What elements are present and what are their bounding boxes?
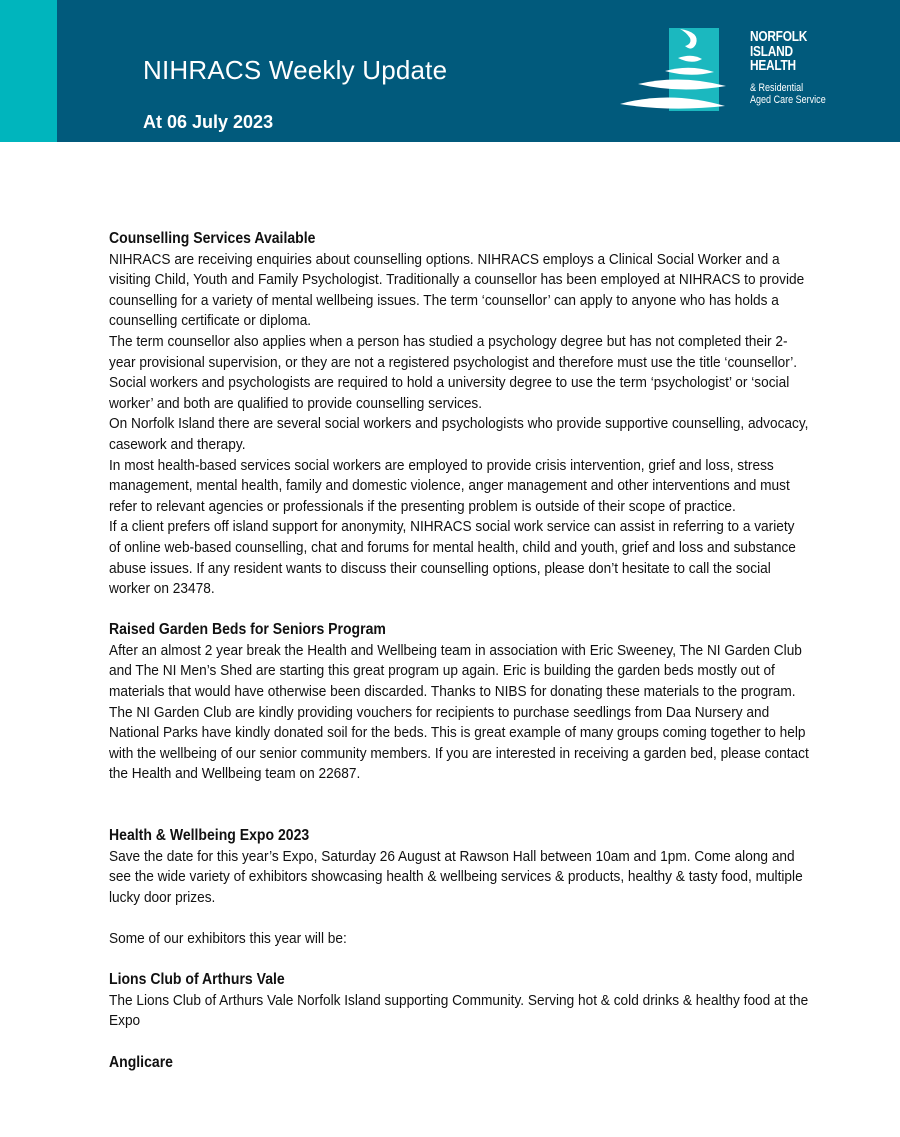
- section-heading: Health & Wellbeing Expo 2023: [109, 827, 310, 845]
- paragraph: Social workers and psychologists are required to hold a university degree to use the term ‘psychologist’ or ‘social worker’ and both are qualified to provide counselling services.: [109, 374, 790, 412]
- paragraph: If a client prefers off island support for anonymity, NIHRACS social work service can assist in referring to a variety of online web-based counselling, chat and forums for mental health, child and youth, grief and loss and substance abuse issues. If any resident wants to discuss their counselling options, please don’t hesitate to call the social worker on 23478.: [109, 518, 796, 598]
- exhibitor-name: Lions Club of Arthurs Vale: [109, 971, 285, 989]
- paragraph: After an almost 2 year break the Health and Wellbeing team in association with Eric Sweeney, The NI Garden Club and The NI Men’s Shed are starting this great program up again. Eric is building the garden beds mostly out of materials that would have otherwise been discarded. Thanks to NIBS for donating these materials to the program. The NI Garden Club are kindly providing vouchers for recipients to purchase seedlings from Daa Nursery and National Parks have kindly donated soil for the beds. This is great example of many groups coming together to help with the wellbeing of our senior community members. If you are interested in receiving a garden bed, please contact the Health and Wellbeing team on 22687.: [109, 641, 809, 783]
- exhibitor-description: The Lions Club of Arthurs Vale Norfolk Island supporting Community. Serving hot & cold drinks & healthy food at the Expo: [109, 991, 809, 1030]
- document-body: [109, 229, 809, 1073]
- spacer: [109, 600, 809, 621]
- header-accent-stripe: [0, 0, 57, 142]
- section-garden-beds: [109, 620, 809, 785]
- paragraph: On Norfolk Island there are several social workers and psychologists who provide supportive counselling, advocacy, casework and therapy.: [109, 415, 809, 453]
- norfolk-island-health-logo: [620, 26, 850, 116]
- paragraph: NIHRACS are receiving enquiries about counselling options. NIHRACS employs a Clinical Social Worker and a visiting Child, Youth and Family Psychologist. Traditionally a counsellor has been employed at NIHRACS to provide counselling for a variety of mental wellbeing issues. The term ‘counsellor’ can apply to anyone who has holds a counselling certificate or diploma.: [109, 250, 805, 330]
- page-title: NIHRACS Weekly Update: [143, 55, 448, 85]
- paragraph: In most health-based services social workers are employed to provide crisis intervention, grief and loss, stress management, mental health, family and domestic violence, anger management and other interventions and must refer to relevant agencies or professionals if the presenting problem is outside of their scope of practice.: [109, 456, 790, 515]
- spacer: [109, 1032, 809, 1053]
- logo-wordmark: NORFOLK ISLAND HEALTH: [750, 29, 808, 74]
- page-date: At 06 July 2023: [143, 112, 274, 132]
- exhibitors-label: Some of our exhibitors this year will be:: [109, 930, 347, 947]
- section-expo: [109, 826, 809, 1073]
- paragraph: Save the date for this year’s Expo, Saturday 26 August at Rawson Hall between 10am and 1pm. Come along and see the wide variety of exhibitors showcasing health & wellbeing services & products, healthy & tasty food, multiple lucky door prizes.: [109, 847, 803, 906]
- exhibitor-item: [109, 970, 809, 1032]
- spacer: [109, 785, 809, 826]
- section-heading: Counselling Services Available: [109, 230, 316, 247]
- exhibitor-item: [109, 1053, 809, 1074]
- spacer: [109, 950, 809, 971]
- paragraph: The term counsellor also applies when a person has studied a psychology degree but has not completed their 2-year provisional supervision, or they are not a registered psychologist and therefore must use the title ‘counsellor’.: [109, 332, 798, 371]
- page-header: [0, 0, 900, 142]
- section-counselling: [109, 229, 809, 600]
- section-heading: Raised Garden Beds for Seniors Program: [109, 621, 386, 639]
- spacer: [109, 908, 809, 929]
- logo-subtitle: & Residential Aged Care Service: [750, 82, 826, 106]
- logo-mark-icon: [620, 26, 750, 116]
- exhibitor-name: Anglicare: [109, 1053, 173, 1071]
